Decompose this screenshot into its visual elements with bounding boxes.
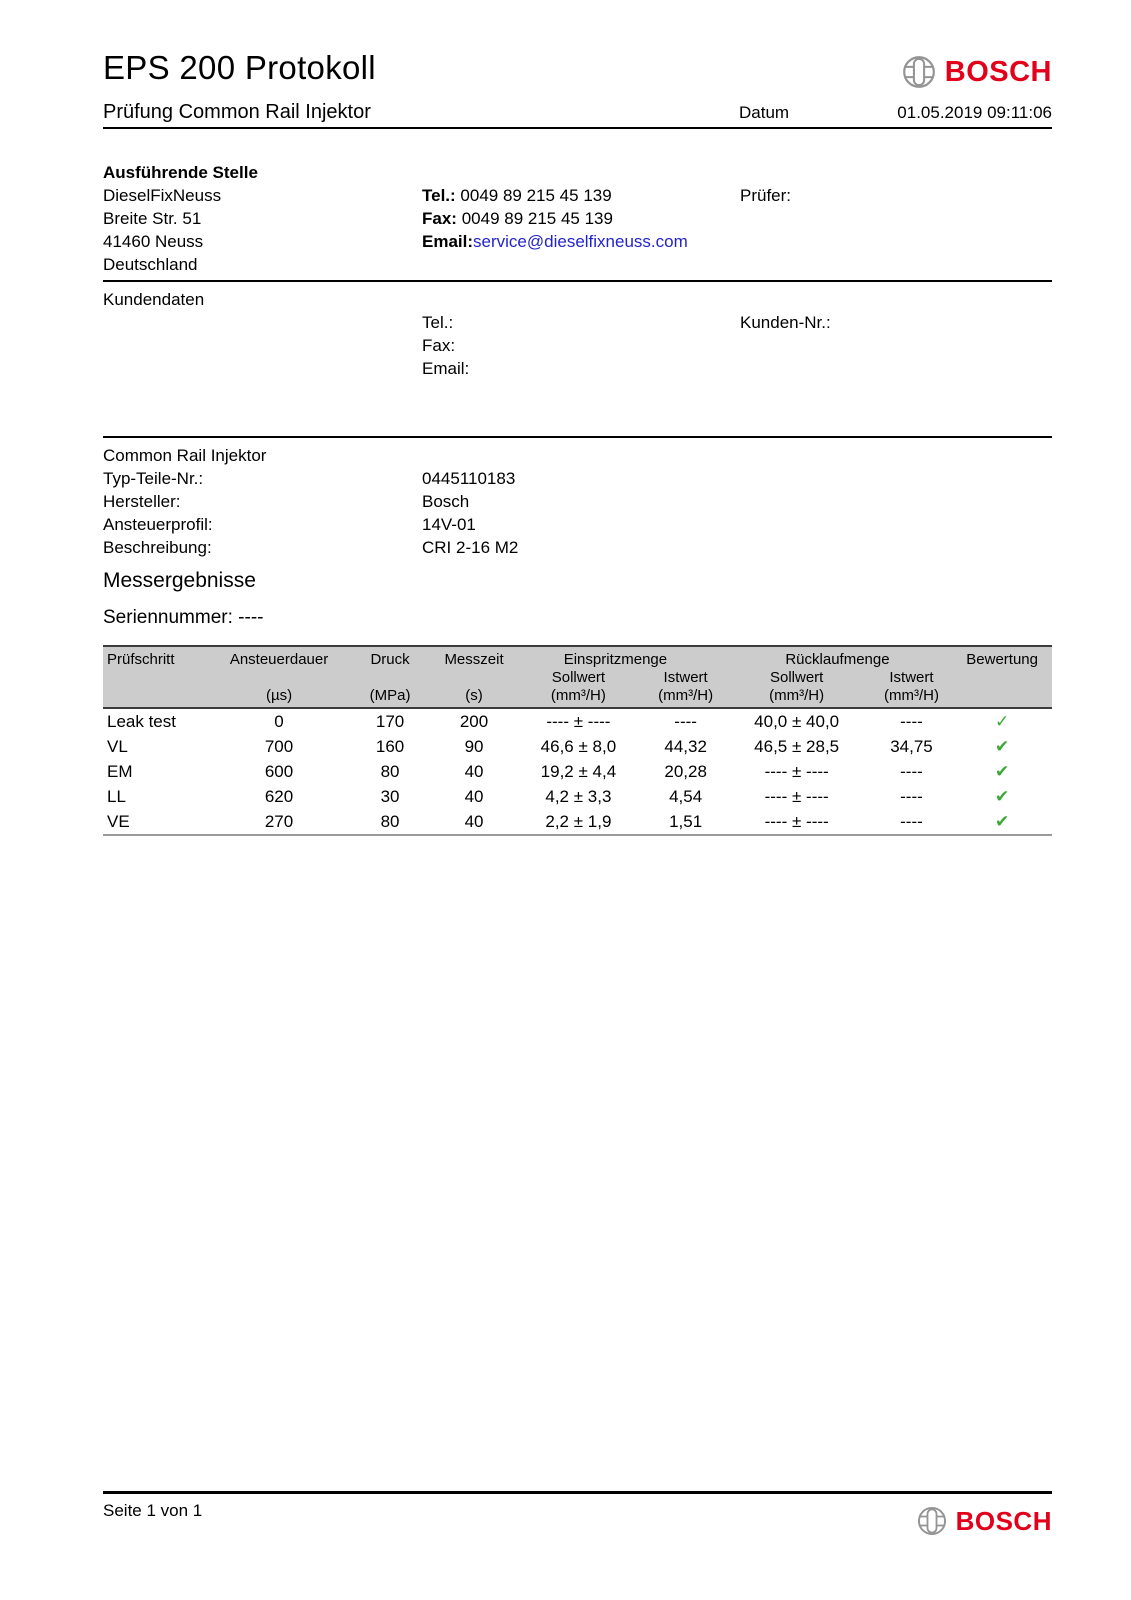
cell-druck: 80 xyxy=(340,809,440,835)
page-subtitle: Prüfung Common Rail Injektor xyxy=(103,101,371,123)
subtitle-row xyxy=(103,101,1052,123)
injector-label: Typ-Teile-Nr.: xyxy=(103,469,204,488)
cell-einspritz-soll: 4,2 ± 3,3 xyxy=(545,787,612,806)
unit-flow: (mm³/H) xyxy=(871,687,953,708)
bosch-logo-footer xyxy=(917,1494,1052,1536)
customer-contact-block xyxy=(422,288,740,436)
col-sollwert-ruecklauf: Sollwert xyxy=(723,669,871,687)
page-title: EPS 200 Protokoll xyxy=(103,49,376,86)
injector-label: Beschreibung: xyxy=(103,538,212,557)
injector-row-typ xyxy=(103,467,1052,490)
cell-zeit: 40 xyxy=(464,787,484,806)
page-number: Seite 1 von 1 xyxy=(103,1501,203,1520)
datum-label: Datum xyxy=(739,103,790,122)
injector-row-beschreibung xyxy=(103,536,1052,559)
unit-messzeit: (s) xyxy=(440,687,508,708)
injector-value: 14V-01 xyxy=(422,515,476,534)
cell-druck: 160 xyxy=(375,737,405,756)
cell-ruecklauf-soll: ---- ± ---- xyxy=(764,762,829,781)
cell-step: Leak test xyxy=(107,712,176,731)
bosch-wordmark: BOSCH xyxy=(955,1506,1052,1536)
cell-einspritz-soll: 2,2 ± 1,9 xyxy=(508,809,648,835)
cell-ruecklauf-soll: 40,0 ± 40,0 xyxy=(754,712,840,731)
cell-dauer: 270 xyxy=(218,809,340,835)
unit-druck: (MPa) xyxy=(340,687,440,708)
table-header-row-1 xyxy=(103,646,1052,669)
col-ansteuerdauer: Ansteuerdauer xyxy=(218,646,340,669)
cell-einspritz-ist: 20,28 xyxy=(664,762,707,781)
office-street: Breite Str. 51 xyxy=(103,209,202,228)
unit-ansteuerdauer: (µs) xyxy=(218,687,340,708)
injector-row-hersteller xyxy=(103,490,1052,513)
cell-einspritz-ist: ---- xyxy=(674,712,697,731)
document-footer xyxy=(103,1491,1052,1536)
table-header-row-2 xyxy=(103,669,1052,687)
pass-check-icon: ✔ xyxy=(995,737,1010,756)
col-druck: Druck xyxy=(340,646,440,669)
cell-einspritz-ist: 44,32 xyxy=(664,737,707,756)
office-tel-value: 0049 89 215 45 139 xyxy=(460,186,612,205)
table-row-ll xyxy=(103,784,1052,809)
injector-heading-row xyxy=(103,444,1052,467)
cell-ruecklauf-ist: ---- xyxy=(900,787,923,806)
cell-zeit: 40 xyxy=(440,809,508,835)
customer-email-label: Email: xyxy=(422,359,470,378)
cell-zeit: 90 xyxy=(464,737,484,756)
injector-value: CRI 2-16 M2 xyxy=(422,538,519,557)
cell-druck: 170 xyxy=(375,712,405,731)
customer-heading: Kundendaten xyxy=(103,290,205,309)
col-ruecklaufmenge: Rücklaufmenge xyxy=(723,646,953,669)
injector-value: Bosch xyxy=(422,492,470,511)
document-header xyxy=(103,0,1052,129)
table-row-em xyxy=(103,759,1052,784)
cell-step: EM xyxy=(107,762,133,781)
col-sollwert-einspritz: Sollwert xyxy=(508,669,648,687)
office-tel-label: Tel.: xyxy=(422,186,456,205)
table-row-vl xyxy=(103,734,1052,759)
office-country: Deutschland xyxy=(103,255,198,274)
col-istwert-ruecklauf: Istwert xyxy=(871,669,953,687)
customer-number-block xyxy=(740,288,1052,436)
cell-einspritz-soll: ---- ± ---- xyxy=(546,712,611,731)
unit-flow: (mm³/H) xyxy=(508,687,648,708)
cell-step: LL xyxy=(107,787,126,806)
cell-druck: 30 xyxy=(380,787,400,806)
injector-label: Ansteuerprofil: xyxy=(103,515,213,534)
table-row-ve xyxy=(103,809,1052,835)
serial-number-line: Seriennummer: ---- xyxy=(103,607,264,628)
cell-ruecklauf-soll: ---- ± ---- xyxy=(723,809,871,835)
office-tel-line xyxy=(422,184,740,207)
injector-row-ansteuerprofil xyxy=(103,513,1052,536)
cell-step: VL xyxy=(107,737,128,756)
office-address-block xyxy=(103,161,422,276)
table-row-leak-test xyxy=(103,708,1052,734)
section-ausfuehrende-stelle xyxy=(103,129,1052,282)
cell-ruecklauf-soll: ---- ± ---- xyxy=(764,787,829,806)
cell-einspritz-soll: 46,6 ± 8,0 xyxy=(540,737,617,756)
pass-check-icon: ✔ xyxy=(995,787,1010,806)
office-name: DieselFixNeuss xyxy=(103,186,222,205)
customer-fax-label: Fax: xyxy=(422,336,456,355)
office-email-link[interactable]: service@dieselfixneuss.com xyxy=(473,232,688,251)
office-fax-line xyxy=(422,207,740,230)
cell-step: VE xyxy=(103,809,218,835)
unit-flow: (mm³/H) xyxy=(723,687,871,708)
injector-label: Hersteller: xyxy=(103,492,181,511)
office-heading: Ausführende Stelle xyxy=(103,163,258,182)
bosch-wordmark: BOSCH xyxy=(944,55,1052,88)
datum-value: 01.05.2019 09:11:06 xyxy=(897,103,1052,122)
bosch-armature-icon xyxy=(902,55,936,89)
results-table xyxy=(103,645,1052,836)
cell-ruecklauf-ist: ---- xyxy=(871,809,953,835)
col-bewertung: Bewertung xyxy=(952,646,1052,669)
injector-heading: Common Rail Injektor xyxy=(103,446,267,465)
cell-dauer: 0 xyxy=(274,712,284,731)
cell-einspritz-soll: 19,2 ± 4,4 xyxy=(540,762,617,781)
cell-ruecklauf-soll: 46,5 ± 28,5 xyxy=(754,737,840,756)
col-pruefschritt: Prüfschritt xyxy=(103,646,218,669)
pruefer-block xyxy=(740,161,1052,276)
injector-value: 0445110183 xyxy=(422,469,516,488)
office-contact-block xyxy=(422,161,740,276)
pass-check-icon: ✔ xyxy=(995,762,1010,781)
cell-dauer: 700 xyxy=(264,737,294,756)
col-istwert-einspritz: Istwert xyxy=(649,669,723,687)
unit-flow: (mm³/H) xyxy=(649,687,723,708)
cell-einspritz-ist: 4,54 xyxy=(669,787,703,806)
results-heading: Messergebnisse xyxy=(103,569,256,592)
cell-einspritz-ist: 1,51 xyxy=(649,809,723,835)
section-kundendaten xyxy=(103,282,1052,438)
office-fax-label: Fax: xyxy=(422,209,457,228)
cell-druck: 80 xyxy=(380,762,400,781)
kunden-nr-label: Kunden-Nr.: xyxy=(740,313,831,332)
section-injector-info xyxy=(103,438,1052,629)
cell-dauer: 620 xyxy=(264,787,294,806)
cell-zeit: 40 xyxy=(464,762,484,781)
cell-ruecklauf-ist: ---- xyxy=(900,712,923,731)
cell-ruecklauf-ist: 34,75 xyxy=(890,737,933,756)
bosch-logo-header xyxy=(902,55,1052,89)
customer-tel-label: Tel.: xyxy=(422,313,454,332)
col-messzeit: Messzeit xyxy=(440,646,508,669)
cell-dauer: 600 xyxy=(264,762,294,781)
office-fax-value: 0049 89 215 45 139 xyxy=(461,209,613,228)
cell-ruecklauf-ist: ---- xyxy=(900,762,923,781)
table-header-row-units xyxy=(103,687,1052,708)
office-email-label: Email: xyxy=(422,232,474,251)
office-city: 41460 Neuss xyxy=(103,232,204,251)
bosch-armature-icon xyxy=(917,1506,947,1536)
pass-check-icon: ✓ xyxy=(995,712,1010,731)
cell-zeit: 200 xyxy=(459,712,489,731)
col-einspritzmenge: Einspritzmenge xyxy=(508,646,722,669)
table-header xyxy=(103,646,1052,708)
datum-group xyxy=(739,103,1052,123)
office-email-line xyxy=(422,230,740,253)
pass-check-icon: ✔ xyxy=(952,809,1052,835)
pruefer-label: Prüfer: xyxy=(740,186,792,205)
customer-heading-block xyxy=(103,288,422,436)
